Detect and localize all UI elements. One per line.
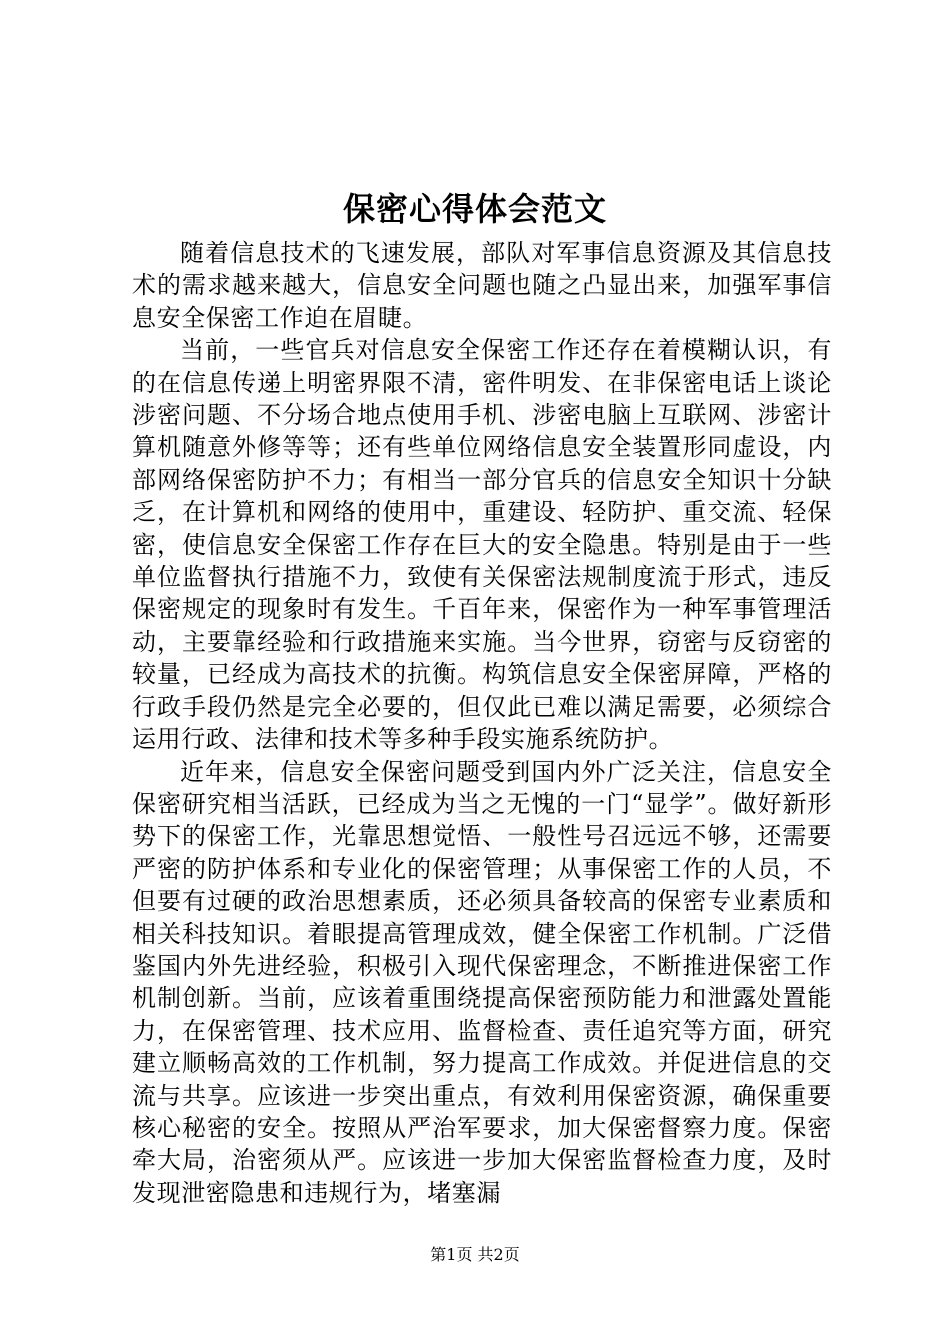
paragraph: 随着信息技术的飞速发展，部队对军事信息资源及其信息技术的需求越来越大，信息安全问题也随之凸显出来，加强军事信息安全保密工作迫在眉睫。 xyxy=(132,239,832,332)
page-number-footer: 第1页 共2页 xyxy=(430,1245,520,1264)
document-title: 保密心得体会范文 xyxy=(342,190,607,228)
paragraph: 当前，一些官兵对信息安全保密工作还存在着模糊认识，有的在信息传递上明密界限不清，密件明发、在非保密电话上谈论涉密问题、不分场合地点使用手机、涉密电脑上互联网、涉密计算机随意外修等等；还有些单位网络信息安全装置形同虚设，内部网络保密防护不力；有相当一部分官兵的信息安全知识十分缺乏，在计算机和网络的使用中，重建设、轻防护、重交流、轻保密，使信息安全保密工作存在巨大的安全隐患。特别是由于一些单位监督执行措施不力，致使有关保密法规制度流于形式，违反保密规定的现象时有发生。千百年来，保密作为一种军事管理活动，主要靠经验和行政措施来实施。当今世界，窃密与反窃密的较量，已经成为高技术的抗衡。构筑信息安全保密屏障，严格的行政手段仍然是完全必要的，但仅此已难以满足需要，必须综合运用行政、法律和技术等多种手段实施系统防护。 xyxy=(132,336,832,754)
paragraph: 近年来，信息安全保密问题受到国内外广泛关注，信息安全保密研究相当活跃，已经成为当之无愧的一门“显学”。做好新形势下的保密工作，光靠思想觉悟、一般性号召远远不够，还需要严密的防护体系和专业化的保密管理；从事保密工作的人员，不但要有过硬的政治思想素质，还必须具备较高的保密专业素质和相关科技知识。着眼提高管理成效，健全保密工作机制。广泛借鉴国内外先进经验，积极引入现代保密理念，不断推进保密工作机制创新。当前，应该着重围绕提高保密预防能力和泄露处置能力，在保密管理、技术应用、监督检查、责任追究等方面，研究建立顺畅高效的工作机制，努力提高工作成效。并促进信息的交流与共享。应该进一步突出重点，有效利用保密资源，确保重要核心秘密的安全。按照从严治军要求，加大保密督察力度。保密牵大局，治密须从严。应该进一步加大保密监督检查力度，及时发现泄密隐患和违规行为，堵塞漏 xyxy=(132,757,832,1207)
document-body xyxy=(132,237,832,1209)
